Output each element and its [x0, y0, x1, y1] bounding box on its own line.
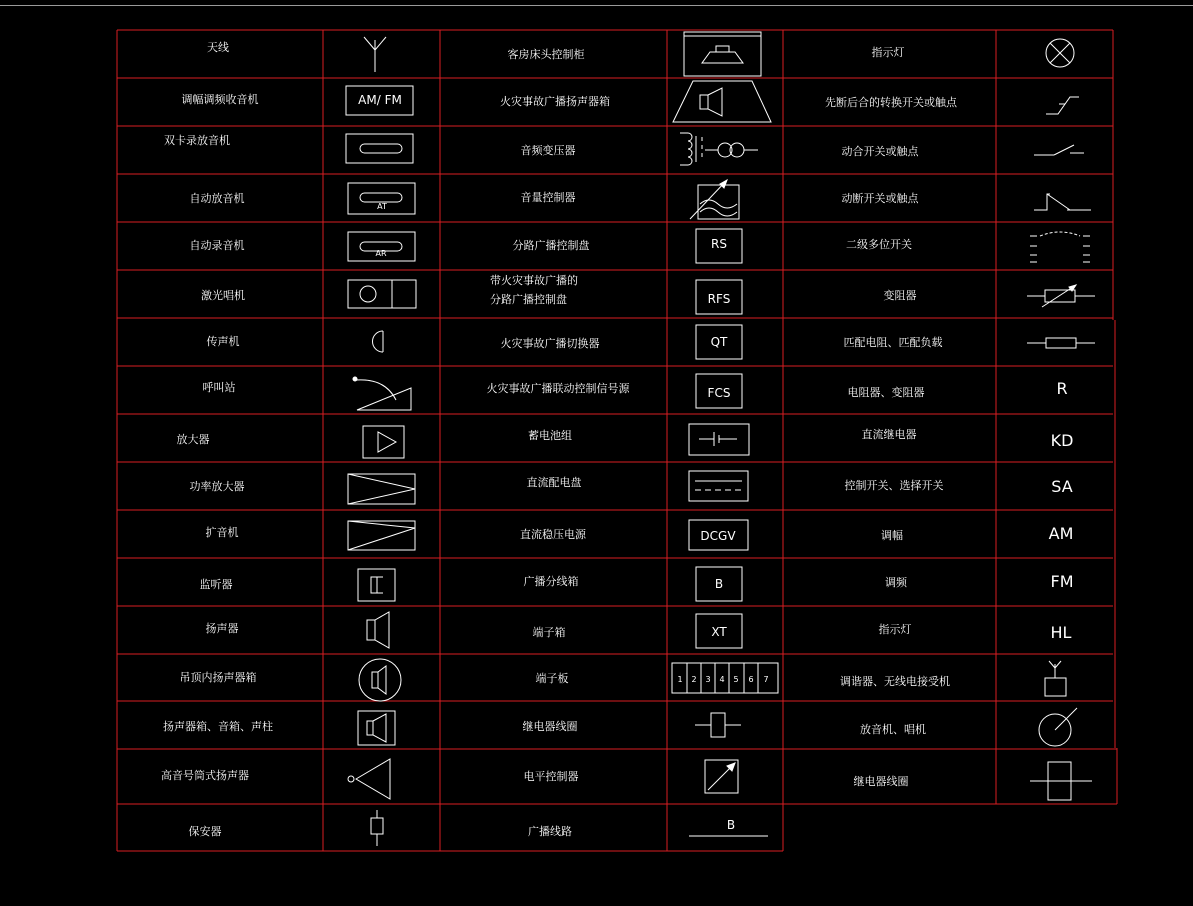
code-r: R — [1056, 379, 1068, 398]
terminal-4: 4 — [719, 675, 725, 684]
desc-volume-control: 音量控制器 — [520, 191, 576, 204]
horn-speaker-icon — [348, 759, 390, 799]
desc-fire-signal-source: 火灾事故广播联动控制信号源 — [486, 382, 630, 395]
desc-speaker: 扬声器 — [205, 622, 239, 635]
microphone-icon — [373, 331, 383, 352]
desc-selector-switch: 控制开关、选择开关 — [844, 479, 944, 492]
desc-indicator-lamp: 指示灯 — [871, 46, 905, 59]
ar-label: AR — [375, 249, 387, 258]
line-b-label: B — [726, 818, 736, 832]
desc-pa-system: 扩音机 — [205, 526, 239, 539]
relay-coil-icon — [695, 713, 741, 737]
desc-am-fm-radio: 调幅调频收音机 — [181, 93, 259, 106]
symbols-col2 — [346, 37, 416, 846]
xt-label: XT — [711, 625, 727, 639]
desc-ceiling-speaker: 吊顶内扬声器箱 — [179, 671, 257, 684]
desc-rheostat: 变阻器 — [883, 289, 917, 302]
desc-power-amplifier: 功率放大器 — [189, 480, 245, 493]
desc-auto-recorder: 自动录音机 — [189, 239, 245, 252]
terminal-7: 7 — [763, 675, 769, 684]
tuner-icon — [1045, 661, 1066, 696]
desc-microphone: 传声机 — [206, 335, 240, 348]
desc-call-station: 呼叫站 — [202, 381, 236, 394]
terminal-2: 2 — [691, 675, 697, 684]
desc-break-contact: 动断开关或触点 — [841, 192, 919, 205]
battery-icon — [689, 424, 749, 455]
relay-coil-2-icon — [1030, 762, 1092, 800]
break-before-make-switch-icon — [1046, 97, 1079, 114]
desc-dual-cassette: 双卡录放音机 — [164, 134, 230, 147]
power-amplifier-icon — [348, 474, 415, 504]
desc-relay-coil: 继电器线圈 — [522, 720, 578, 733]
desc-indicator-lamp-2: 指示灯 — [878, 623, 912, 636]
player-icon — [1039, 708, 1077, 746]
terminal-board-icon — [672, 663, 778, 693]
desc-fire-branch-panel-1: 带火灾事故广播的分路广播控制盘 — [490, 274, 578, 306]
desc-level-controller: 电平控制器 — [523, 770, 579, 783]
desc-make-contact: 动合开关或触点 — [841, 145, 919, 158]
audio-transformer-icon — [680, 133, 758, 165]
code-sa: SA — [1051, 477, 1073, 496]
dc-panel-icon — [689, 471, 748, 501]
speaker-icon — [367, 612, 389, 648]
desc-speaker-box: 扬声器箱、音箱、声柱 — [163, 720, 273, 733]
desc-am: 调幅 — [881, 529, 903, 542]
antenna-icon — [364, 37, 386, 72]
symbols-col4 — [672, 32, 778, 836]
terminal-1: 1 — [677, 675, 683, 684]
desc-fire-switcher: 火灾事故广播切换器 — [500, 337, 600, 350]
ceiling-speaker-icon — [359, 659, 401, 701]
code-fm: FM — [1050, 572, 1074, 591]
make-contact-icon — [1034, 145, 1084, 155]
rheostat-icon — [1027, 285, 1095, 307]
amplifier-icon — [363, 426, 404, 458]
desc-monitor: 监听器 — [199, 578, 233, 591]
desc-player: 放音机、唱机 — [860, 723, 926, 736]
desc-terminal-board: 端子板 — [535, 672, 569, 685]
level-controller-icon — [705, 760, 738, 793]
desc-cd-player: 激光唱机 — [201, 289, 245, 302]
desc-terminal-box: 端子箱 — [532, 626, 566, 639]
bedside-cabinet-icon — [684, 32, 761, 76]
break-contact-icon — [1034, 194, 1091, 210]
desc-dc-panel: 直流配电盘 — [526, 476, 582, 489]
desc-fm: 调频 — [885, 576, 907, 589]
desc-break-before-make: 先断后合的转换开关或触点 — [825, 96, 957, 109]
b-label: B — [714, 577, 724, 591]
cd-player-icon — [348, 280, 416, 308]
at-label: AT — [377, 202, 387, 211]
monitor-icon — [358, 569, 395, 601]
rfs-label: RFS — [707, 292, 731, 306]
code-hl: HL — [1050, 623, 1072, 642]
symbols-col6 — [1027, 39, 1095, 800]
desc-matching-load: 匹配电阻、匹配负载 — [843, 336, 943, 349]
desc-multi-position: 二级多位开关 — [846, 238, 912, 251]
desc-auto-player: 自动放音机 — [189, 192, 245, 205]
pa-system-icon — [348, 521, 415, 550]
desc-audio-transformer: 音频变压器 — [520, 144, 576, 157]
rs-label: RS — [711, 237, 727, 251]
desc-dc-power: 直流稳压电源 — [520, 528, 586, 541]
call-station-icon — [353, 377, 411, 410]
volume-control-icon — [690, 180, 739, 219]
desc-distribution-box: 广播分线箱 — [523, 575, 579, 588]
terminal-6: 6 — [748, 675, 754, 684]
desc-bedside-cabinet: 客房床头控制柜 — [507, 48, 585, 61]
matching-load-icon — [1027, 338, 1095, 348]
desc-dc-relay: 直流继电器 — [861, 428, 917, 441]
protector-icon — [371, 810, 383, 846]
dual-cassette-icon — [346, 134, 413, 163]
am-fm-label: AM/ FM — [358, 93, 402, 107]
multi-position-switch-icon — [1030, 232, 1090, 262]
desc-branch-panel: 分路广播控制盘 — [512, 239, 590, 252]
indicator-lamp-icon — [1046, 39, 1074, 67]
terminal-5: 5 — [733, 675, 739, 684]
terminal-3: 3 — [705, 675, 711, 684]
desc-resistor: 电阻器、变阻器 — [847, 386, 925, 399]
middle-descriptions — [487, 47, 631, 838]
desc-relay-coil-2: 继电器线圈 — [853, 775, 909, 788]
desc-tuner: 调谐器、无线电接受机 — [840, 675, 950, 688]
right-descriptions — [825, 45, 958, 788]
speaker-box-icon — [358, 711, 395, 745]
fire-speaker-box-icon — [673, 81, 771, 122]
desc-antenna: 天线 — [207, 41, 229, 54]
desc-protector: 保安器 — [188, 825, 222, 838]
qt-label: QT — [710, 335, 728, 349]
dcgv-label: DCGV — [700, 529, 736, 543]
desc-horn-speaker: 高音号筒式扬声器 — [161, 769, 249, 782]
left-descriptions — [161, 40, 273, 838]
code-am: AM — [1048, 524, 1074, 543]
desc-battery: 蓄电池组 — [528, 429, 572, 442]
desc-broadcast-line: 广播线路 — [528, 825, 572, 838]
fcs-label: FCS — [707, 386, 731, 400]
code-kd: KD — [1050, 431, 1074, 450]
desc-amplifier: 放大器 — [176, 433, 210, 446]
desc-fire-speaker-box: 火灾事故广播扬声器箱 — [500, 95, 610, 108]
